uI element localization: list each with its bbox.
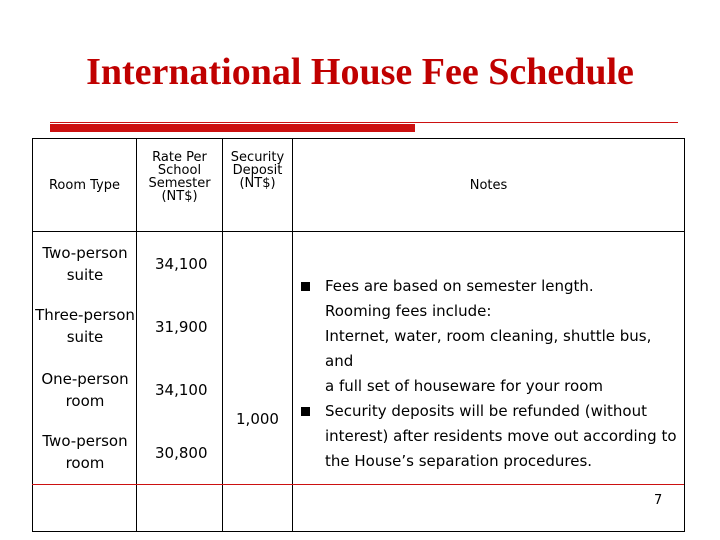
room-type-one-person-room (33, 368, 137, 412)
title-divider-thin (50, 122, 678, 123)
room-type-line: room (65, 392, 105, 410)
note-line: a full set of houseware for your room (325, 377, 603, 395)
room-type-two-person-suite (33, 242, 137, 286)
note-line: the House’s separation procedures. (325, 452, 593, 470)
note-line: Rooming fees include: (325, 302, 492, 320)
rate-column (137, 232, 223, 532)
room-type-line: suite (66, 328, 104, 346)
header-deposit-line: Deposit (232, 163, 283, 178)
header-rate-line: School (157, 163, 202, 178)
header-deposit-line: (NT$) (239, 176, 276, 191)
note-line: Fees are based on semester length. (325, 277, 594, 295)
header-deposit-line: Security (230, 150, 285, 165)
room-type-line: Three-person (35, 306, 135, 324)
header-room-type (33, 139, 137, 232)
square-bullet-icon (301, 407, 310, 416)
table-body-row (33, 232, 685, 532)
room-type-line: Two-person (42, 432, 128, 450)
header-notes-label: Notes (469, 177, 508, 193)
room-type-column (33, 232, 137, 532)
rate-list (137, 232, 222, 531)
square-bullet-icon (301, 282, 310, 291)
rate-value: 31,900 (155, 318, 208, 336)
header-rate-line: Rate Per (152, 150, 207, 165)
rate-value: 34,100 (155, 381, 208, 399)
footer-divider (32, 484, 684, 485)
note-line: interest) after residents move out according to (325, 427, 677, 445)
page-title: International House Fee Schedule (86, 51, 634, 93)
rate-value: 30,800 (155, 444, 208, 462)
note-line: Internet, water, room cleaning, shuttle bus, and (325, 327, 652, 370)
room-type-line: room (65, 454, 105, 472)
deposit-value: 1,000 (223, 232, 293, 532)
note-line: Security deposits will be refunded (without (325, 402, 647, 420)
room-type-list (33, 232, 136, 531)
header-rate (137, 139, 223, 232)
room-type-three-person-suite (33, 304, 137, 348)
header-rate-line: (NT$) (161, 189, 198, 204)
fee-table (32, 138, 685, 532)
room-type-line: suite (66, 266, 104, 284)
note-continuation (299, 299, 681, 399)
header-rate-line: Semester (148, 176, 211, 191)
notes-list (299, 274, 681, 474)
room-type-line: One-person (41, 370, 129, 388)
page-number: 7 (654, 493, 663, 508)
header-room-type-label: Room Type (48, 177, 120, 193)
note-item (299, 274, 681, 299)
room-type-two-person-room (33, 430, 137, 474)
note-item (299, 399, 681, 474)
notes-wrap (293, 232, 684, 531)
notes-cell (293, 232, 685, 532)
header-deposit (223, 139, 293, 232)
title-divider-thick (50, 124, 415, 132)
rate-value: 34,100 (155, 255, 208, 273)
table-header-row (33, 139, 685, 232)
header-notes (293, 139, 685, 232)
room-type-line: Two-person (42, 244, 128, 262)
